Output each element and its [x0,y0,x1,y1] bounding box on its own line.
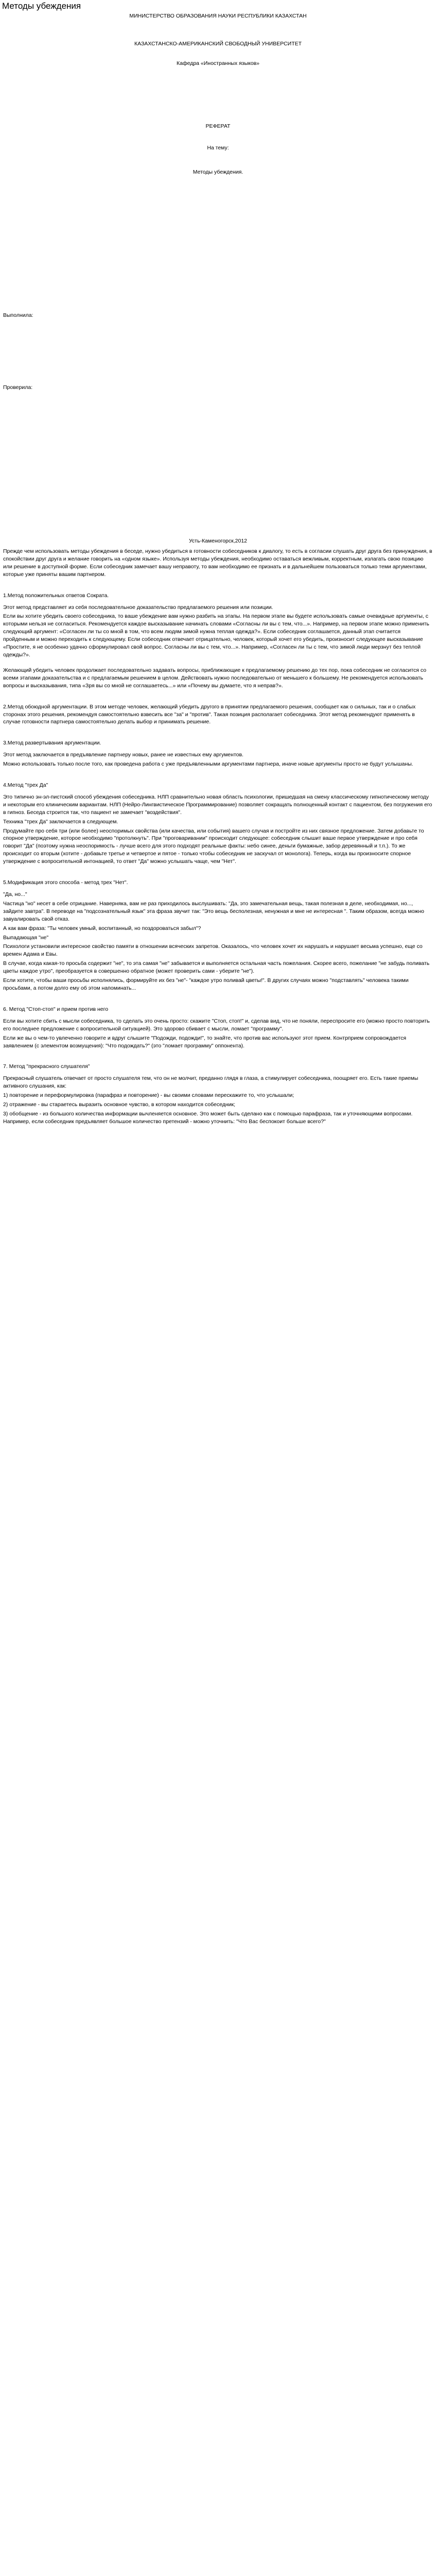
document-title: Методы убеждения [2,1,81,11]
method-3-paragraph-2: Можно использовать только после того, как проведена работа с уже предъявленными аргументами партнера, иначе новые аргументы просто не будут услышаны. [3,761,413,768]
city-year: Усть-Каменогорск,2012 [188,538,248,544]
method-4-title: 4.Метод "трех Да" [3,782,48,789]
method-5-paragraph-6: В случае, когда какая-то просьба содержит "не", то эта самая "не" забывается и выполняется остальная часть пожелания. Скорее всего, пожелание "не забудь поливать цветы каждое утро", преобразуется в совершенно обратное (может проверить сами - уберите "не"). [3,960,430,975]
method-1-paragraph-3: Желающий убедить человек продолжает последовательно задавать вопросы, приближающие к предлагаемому решению до тех пор, пока собеседник не согласится со всеми этапами доказательства и с предлагаемым решением в целом. Действовать нужно последовательно от меньшего к большему. Не рекомендуется использовать вопросы и высказывания, типа «Зря вы со мной не соглашаетесь...» или «Почему вы думаете, что я неправ?». [3,667,427,689]
method-4-paragraph-2: Техника "трех Да" заключается в следующем. [3,818,118,825]
method-5-paragraph-2: Частица "но" несет в себе отрицание. Наверняка, вам не раз приходилось выслушивать: "Да, это замечательная вещь, такая полезная в деле, необходимая, но..., зайдите завтра". В переводе на "подсознательный язык" эта фраза звучит так: "Это вещь бесполезная, ненужная и мне не интересная ". Таким образом, всегда можно завуалировать свой отказ. [3,900,424,922]
method-2-paragraph: 2.Метод обоюдной аргументации. В этом методе человек, желающий убедить другого в принятии предлагаемого решения, сообщает как о сильных, так и о слабых сторонах этого решения, рекомендуя самостоятельно взвесить все "за" и "против". Такая позиция располагает собеседника. Этот метод рекомендуют применять в случае готовности партнера самостоятельно делать выбор и принимать решение. [3,703,416,725]
method-7-paragraph-3: 2) отражение - вы стараетесь выразить основное чувство, в котором находится собеседник; [3,1101,236,1108]
topic-text: Методы убеждения. [193,169,243,175]
method-1-paragraph-2: Если вы хотите убедить своего собеседника, то ваше убеждение вам нужно разбить на этапы. На первом этапе вы будете использовать самые очевидные аргументы, с которыми нельзя не согласиться. Рекомендуется каждое высказывание начинать словами «Согласны ли вы с тем, что...». Например, на первом этапе можно применить следующий аргумент: «Согласен ли ты со мной в том, что всем людям зимой нужна теплая одежда?». Если собеседник соглашается, данный этап считается пройденным и можно переходить к следующему. Если собеседник отвечает отрицательно, человек, который хочет его убедить, произносит следующее высказывание «Простите, я не особенно удачно сформулировал свой вопрос. Согласны ли вы с тем, что...». Например, «Согласен ли ты с тем, что зимой люди мерзнут без теплой одежды?». [3,613,429,658]
method-5-paragraph-5: Психологи установили интересное свойство памяти в отношении всяческих запретов. Оказалось, что человек хочет их нарушать и нарушает весьма успешно, еще со времен Адама и Евы. [3,943,423,958]
method-7-paragraph-4: 3) обобщение - из большого количества информации вычленяется основное. Это может быть сделано как с помощью парафраза, так и уточняющими вопросами. Например, если собеседник предъявляет большое количество претензий - можно уточнить: "Что Вас беспокоит больше всего?" [3,1110,413,1125]
method-5-paragraph-4: Выпадающая "не" [3,934,49,941]
method-5-paragraph-7: Если хотите, чтобы ваши просьбы исполнялись, формируйте их без "не"- "каждое утро поливай цветы!". В других случаях можно "подставлять" человека такими просьбами, а потом долго ему об этом напоминать... [3,977,409,991]
method-6-paragraph-1: Если вы хотите сбить с мысли собеседника, то сделать это очень просто: скажите "Стоп, стоп!" и, сделав вид, что не поняли, переспросите его (можно просто повторить его последнее предложение с вопросительной ситуацией). Это здорово сбивает с мысли, ломает "программу". [3,1018,430,1032]
document-body [3,548,433,1133]
method-7-paragraph-2: 1) повторение и переформулировка (парафраз и повторение) - вы своими словами перескажите то, что услышали; [3,1092,294,1099]
method-6-paragraph-2: Если же вы о чем-то увлеченно говорите и вдруг слышите "Подожди, подожди!", то знайте, что против вас используют этот прием. Контрприем сопровождается заявлением (с элементом возмущения): "Что подождать?" (это "ломает программу" оппонента). [3,1035,407,1049]
method-1-paragraph-1: Этот метод представляет из себя последовательное доказательство предлагаемого решения или позиции. [3,604,273,611]
topic-label: На тему: [207,145,229,151]
method-3-title: 3.Метод развертывания аргументации. [3,740,101,747]
checked-by-label: Проверила: [3,384,33,391]
method-7-paragraph-1: Прекрасный слушатель отвечает от просто слушателя тем, что он не молчит, преданно глядя в глаза, а стимулирует собеседника, поощряет его. Есть такие приемы активного слушания, как: [3,1075,418,1090]
work-type: РЕФЕРАТ [205,123,231,129]
department-heading: Кафедра «Иностранных языков» [176,60,260,66]
method-3-paragraph-1: Этот метод заключается в предъявление партнеру новых, ранее не известных ему аргументов. [3,752,243,758]
ministry-heading: МИНИСТЕРСТВО ОБРАЗОВАНИЯ НАУКИ РЕСПУБЛИКИ КАЗАХСТАН [129,13,307,19]
university-heading: КАЗАХСТАНСКО-АМЕРИКАНСКИЙ СВОБОДНЫЙ УНИВЕРСИТЕТ [134,41,302,47]
method-4-paragraph-1: Это типично эн-эл-пистский способ убеждения собеседника. НЛП сравнительно новая область психологии, пришедшая на смену классическому гипнотическому методу и некоторым его клиническим вариантам. НЛП (Нейро-Лингвистическое Программирование) позволяет сокращать полноценный контакт с пациентом, без погружения его в гипноз. Беседа строится так, что пациент не замечает "воздействия". [3,793,432,816]
method-5-title: 5.Модификация этого способа - метод трех "Нет". [3,879,128,886]
method-5-paragraph-3: А как вам фраза: "Ты человек умный, воспитанный, но поздороваться забыл"? [3,925,201,931]
method-5-paragraph-1: "Да, но..." [3,891,27,897]
method-1-title: 1.Метод положительных ответов Сократа. [3,592,109,599]
method-6-title: 6. Метод "Стоп-стоп" и прием против него [3,1006,109,1012]
method-7-title: 7. Метод "прекрасного слушателя" [3,1063,90,1070]
intro-paragraph: Прежде чем использовать методы убеждения в беседе, нужно убедиться в готовности собеседников к диалогу, то есть в согласии слушать друг друга без принуждения, в спокойствии друг друга и желание говорить на «одном языке». Используя методы убеждения, необходимо оставаться вежливым, корректным, излагать свою позицию или решение в доступной форме. Если собеседник замечает вашу неправоту, то вам необходимо ее признать и в дальнейшем пользоваться только теми аргументами, которые уже приняты вашим партнером. [3,548,432,578]
performed-by-label: Выполнила: [3,312,33,318]
method-4-paragraph-3: Продумайте про себя три (или более) неоспоримых свойства (или качества, или события) вашего случая и постройте из них связное предложение. Затем добавьте то спорное утверждение, которое необходимо "протолкнуть". При "проговаривании" происходит следующее: собеседник слышит ваше первое утверждение и про себя говорит "Да" (поэтому нужна неоспоримость - лучше всего для этого подходят реальные факты: небо синее, деньги бумажные, забор деревянный и т.п.). То же происходит со вторым (хотите - добавьте третье и четвертое и пятое - только чтобы собеседник не заскучал от монолога). Теперь, когда вы произносите спорное утверждение с вопросительной интонацией, то ответ "Да" можно услышать чаще, чем "Нет". [3,827,424,865]
